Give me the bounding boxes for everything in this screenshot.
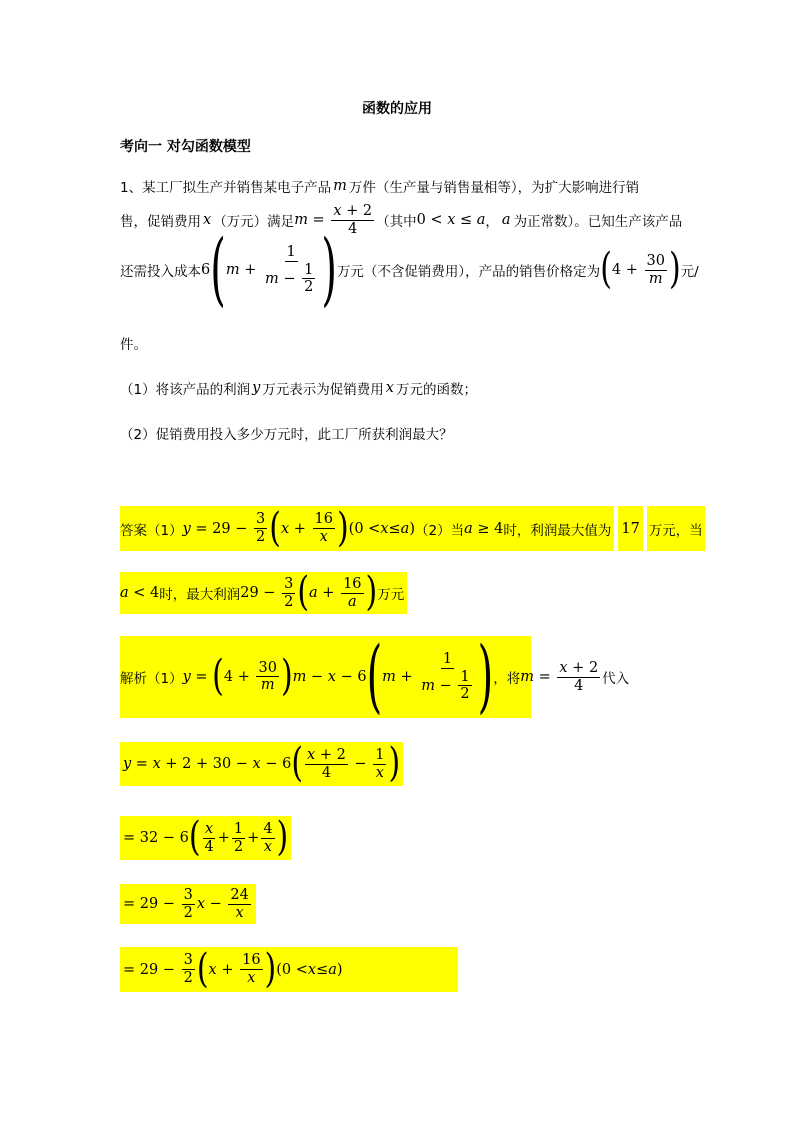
answer-value: 17 — [618, 506, 642, 551]
answer-text: 时，利润最大值为 — [503, 522, 612, 539]
formula-range: 0 < x ≤ a — [416, 212, 486, 229]
answer-highlight: 答案（1） y = 29 − $\frac{3}{2}$ ( x + $\frac{16}{x}$ ) (0 < x ≤ a ) （2）当 a ≥ 4 时，利润最大值为 — [120, 506, 614, 551]
problem-text: 件。 — [120, 337, 147, 353]
problem-text: 还需投入成本 — [120, 264, 201, 280]
derivation-step-1 — [120, 739, 403, 787]
analysis-line-1 — [120, 630, 630, 723]
formula-price: ( 4 + $\frac{30}{m}$ ) — [600, 244, 681, 294]
answer-label: 答案（1） — [120, 522, 183, 539]
page-title: 函数的应用 — [362, 101, 432, 117]
answer-text: 时，最大利润 — [159, 587, 241, 603]
question-1 — [120, 378, 477, 398]
derivation-step-4 — [120, 947, 458, 992]
problem-text: 万元（不含促销费用），产品的销售价格定为 — [336, 264, 601, 280]
question-text: （1）将该产品的利润 — [120, 382, 251, 398]
problem-text: ， — [485, 214, 499, 231]
problem-text: （其中 — [376, 214, 417, 231]
problem-text: 元/ — [680, 264, 699, 280]
math-m: m — [333, 178, 347, 194]
analysis-highlight: 解析（1） y = ( 4 + $\frac{30}{m}$ ) m − x − 6 ( m + 1 m − $\frac{1}{2}$ ) ，将 m = $\frac{x + 2}{4}$ 代入 — [120, 630, 630, 723]
formula-max-profit: 29 − $\frac{3}{2}$ ( a + $\frac{16}{a}$ ) — [240, 568, 378, 616]
answer-text: 万元，当 — [648, 522, 703, 539]
answer-line-2 — [120, 568, 407, 616]
formula-m-def: m = $\frac{x + 2}{4}$ — [294, 203, 373, 237]
math-x: x — [203, 212, 212, 229]
answer-line-1 — [120, 506, 705, 551]
answer-text: 万元 — [377, 587, 405, 603]
answer-unit — [647, 506, 705, 551]
math-a: a — [501, 212, 511, 229]
analysis-text: ，将 — [493, 671, 521, 687]
problem-line-1 — [120, 176, 639, 196]
problem-line-3 — [120, 224, 699, 316]
derivation-step-3 — [120, 884, 256, 924]
analysis-text: 代入 — [602, 671, 630, 687]
problem-text: 为正常数）。已知生产该产品 — [513, 214, 683, 231]
analysis-label: 解析（1） — [120, 671, 183, 687]
formula-profit-def: y = ( 4 + $\frac{30}{m}$ ) m − x − 6 ( m + 1 m − $\frac{1}{2}$ ) — [182, 630, 494, 723]
problem-text: 1、某工厂拟生产并销售某电子产品 — [120, 180, 332, 196]
problem-text: 售，促销费用 — [120, 214, 201, 231]
formula-step-1: y = x + 2 + 30 − x − 6 ( $\frac{x + 2}{4}$ − $\frac{1}{x}$ ) — [120, 742, 403, 786]
math-x: x — [385, 380, 394, 396]
question-text: 万元表示为促销费用 — [262, 382, 384, 398]
answer-highlight: a < 4 时，最大利润 29 − $\frac{3}{2}$ ( a + $\frac{16}{a}$ ) 万元 — [120, 572, 407, 614]
derivation-step-2 — [120, 813, 291, 861]
math-y: y — [252, 380, 261, 396]
formula-step-3: = 29 − $\frac{3}{2}$ x − $\frac{24}{x}$ — [120, 884, 256, 924]
formula-answer-y: y = 29 − $\frac{3}{2}$ ( x + $\frac{16}{x}$ ) (0 < x ≤ a ) — [182, 504, 415, 552]
problem-text: （万元）满足 — [213, 214, 295, 231]
formula-cost: 6 ( m + 1 m − $\frac{1}{2}$ ) — [201, 224, 337, 316]
formula-step-2: = 32 − 6 ( $\frac{x}{4}$ + $\frac{1}{2}$ + $\frac{4}{x}$ ) — [120, 816, 291, 860]
problem-line-2 — [120, 203, 682, 237]
answer-text: （2）当 — [415, 522, 465, 539]
problem-text: 万件（生产量与销售量相等），为扩大影响进行销 — [348, 180, 640, 196]
question-2 — [120, 423, 453, 443]
problem-line-4 — [120, 333, 147, 353]
section-heading: 考向一 对勾函数模型 — [120, 139, 251, 155]
question-text: 万元的函数； — [395, 382, 477, 398]
formula-step-4: = 29 − $\frac{3}{2}$ ( x + $\frac{16}{x}$ ) (0 < x ≤ a ) — [120, 947, 458, 992]
question-text: （2）促销费用投入多少万元时，此工厂所获利润最大？ — [120, 427, 453, 443]
